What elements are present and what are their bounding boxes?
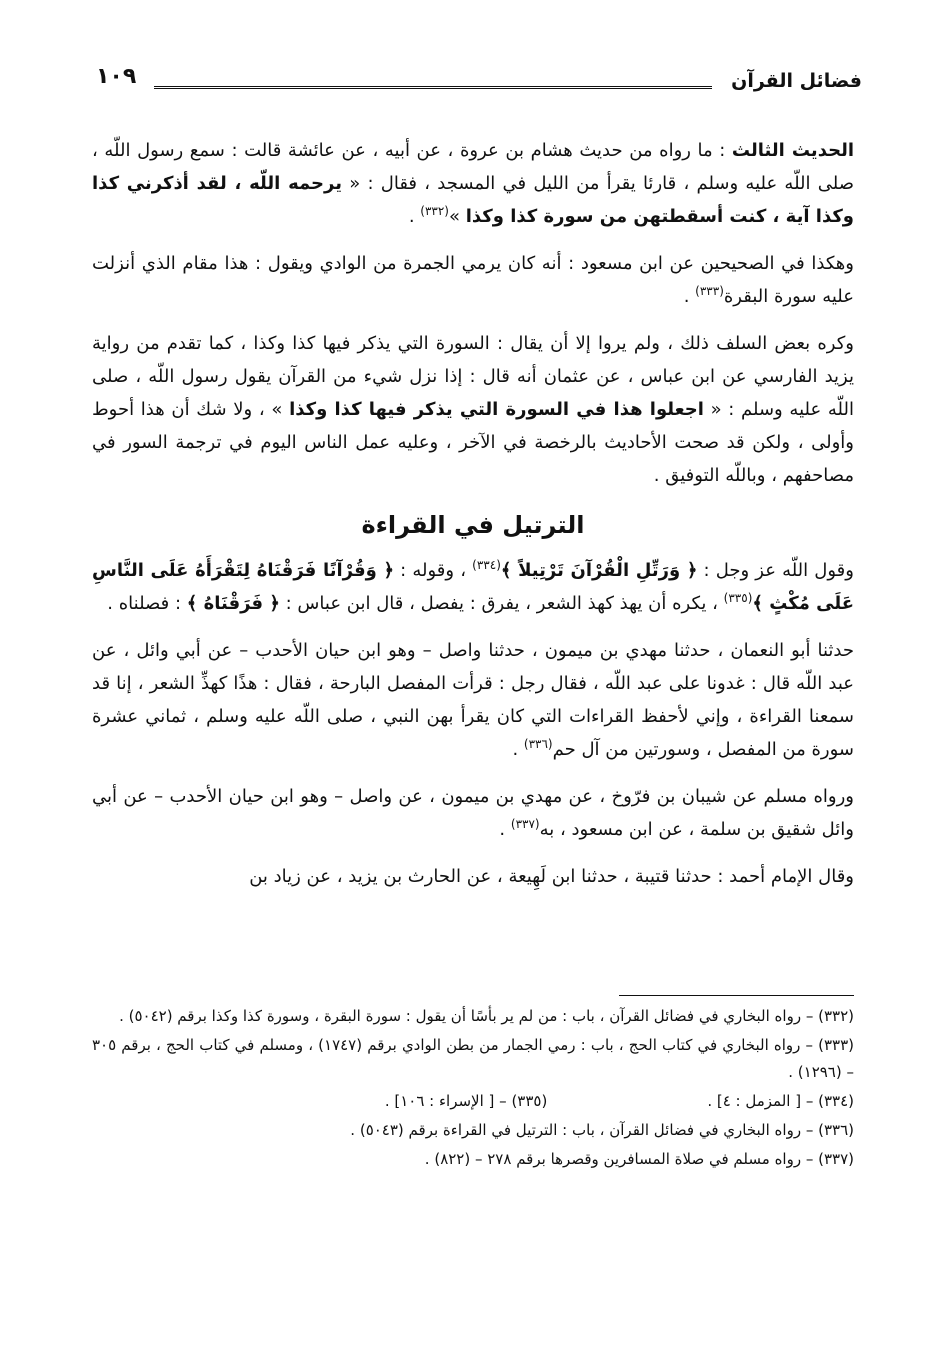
text: ورواه مسلم عن شيبان بن فرّوخ ، عن مهدي بن ميمون ، عن واصل – وهو ابن حيان الأحدب – عن أبي وائل شقيق بن سلمة ، عن ابن مسعود ، به (92, 786, 854, 840)
text: وكره بعض السلف ذلك ، ولم يروا إلا أن يقال : السورة التي يذكر فيها كذا وكذا ، كما تقدم من رواية يزيد الفارسي عن ابن عباس ، عن عثمان أنه قال : إذا نزل شيء من القرآن يقول رسول اللّه ، صلى اللّه عليه وسلم : « (92, 333, 854, 420)
footnote-335: (٣٣٥) – [ الإسراء : ١٠٦] . (384, 1092, 548, 1110)
paragraph-ahmad (92, 860, 854, 893)
page-number: ١٠٩ (96, 64, 137, 89)
hadith-lead: الحديث الثالث (731, 140, 854, 161)
footnote-ref: (٣٣٣) (695, 284, 724, 298)
footnote-ref: (٣٣٧) (510, 817, 540, 831)
header-rule (154, 86, 712, 89)
quran-verse: ﴿ وَقُرْآنًا فَرَقْنَاهُ لِتَقْرَأَهُ عَلَى النَّاسِ عَلَى مُكْثٍ ﴾ (92, 560, 854, 614)
paragraph-hadith-3 (92, 134, 854, 233)
footnote-333: (٣٣٣) – رواه البخاري في كتاب الحج ، باب : رمي الجمار من بطن الوادي برقم (١٧٤٧) ، ومسلم في كتاب الحج ، برقم ٣٠٥ – (١٢٩٦) . (92, 1036, 855, 1081)
text: : ما رواه من حديث هشام بن عروة ، عن أبيه ، عن عائشة قالت : سمع رسول اللّه ، صلى اللّه عليه وسلم ، قارئا يقرأ من الليل في المسجد ، فقال : « (92, 140, 854, 194)
footnote-334: (٣٣٤) – [ المزمل : ٤] . (707, 1092, 854, 1110)
page-header (96, 62, 862, 102)
footnote-337: (٣٣٧) – رواه مسلم في صلاة المسافرين وقصرها برقم ٢٧٨ – (٨٢٢) . (424, 1150, 854, 1168)
main-text (92, 134, 854, 907)
text: . (499, 819, 511, 840)
quran-verse: ﴿ وَرَتِّلِ الْقُرْآنَ تَرْتِيلاً ﴾ (500, 560, 698, 581)
running-title: فضائل القرآن (731, 70, 862, 92)
paragraph-muslim (92, 780, 854, 846)
footnote-ref: (٣٣٢) (420, 204, 449, 218)
quran-word: ﴿ فَرَقْنَاهُ ﴾ (186, 593, 280, 614)
hadith-quote: اجعلوا هذا في السورة التي يذكر فيها كذا وكذا (289, 399, 704, 420)
text: . (683, 286, 696, 307)
text: : فصلناه . (107, 593, 187, 614)
text: » (448, 206, 466, 227)
paragraph-ibn-masud (92, 247, 854, 313)
text: وهكذا في الصحيحين عن ابن مسعود : أنه كان يرمي الجمرة من الوادي ويقول : هذا مقام الذي أنزلت عليه سورة البقرة (92, 253, 854, 307)
text: وقال الإمام أحمد : حدثنا قتيبة ، حدثنا ابن لَهِيعة ، عن الحارث بن يزيد ، عن زياد بن (249, 866, 854, 887)
text: ، وقوله : (394, 560, 473, 581)
footnote-separator (619, 995, 854, 996)
text: . (408, 206, 421, 227)
footnote-332: (٣٣٢) – رواه البخاري في فضائل القرآن ، باب : من لم ير بأسًا أن يقول : سورة البقرة ، وسورة كذا وكذا برقم (٥٠٤٢) . (119, 1007, 854, 1025)
text: وقول اللّه عز وجل : (697, 560, 854, 581)
text: حدثنا أبو النعمان ، حدثنا مهدي بن ميمون ، حدثنا واصل – وهو ابن حيان الأحدب – عن أبي وائل ، عن عبد اللّه قال : غدونا على عبد اللّه ، فقال رجل : قرأت المفصل البارحة ، فقال : هذًا كهذِّ الشعر ، إنا قد سمعنا القراءة ، وإني لأحفظ القراءات التي كان يقرأ بهن النبي ، صلى اللّه عليه وسلم ، ثماني عشرة سورة من المفصل ، وسورتين من آل حم (92, 640, 854, 760)
footnote-ref: (٣٣٥) (723, 591, 753, 605)
footnote-row-334-335 (92, 1088, 854, 1115)
footnote-ref: (٣٣٦) (523, 737, 553, 751)
footnote-336: (٣٣٦) – رواه البخاري في فضائل القرآن ، باب : الترتيل في القراءة برقم (٥٠٤٣) . (350, 1121, 854, 1139)
text: ، يكره أن يهذ كهذ الشعر ، يفرق : يفصل ، قال ابن عباس : (279, 593, 724, 614)
footnote-ref: (٣٣٤) (472, 558, 501, 572)
paragraph-abu-numan (92, 634, 854, 766)
text: » ، ولا شك أن هذا أحوط وأولى ، ولكن قد صحت الأحاديث بالرخصة في الآخر ، وعليه عمل الناس اليوم في ترجمة السور في مصاحفهم ، وباللّه التوفيق . (92, 399, 854, 486)
paragraph-salaf (92, 327, 854, 492)
section-title: الترتيل في القراءة (361, 511, 585, 539)
hadith-quote: يرحمه اللّه ، لقد أذكرني كذا وكذا آية ، كنت أسقطتهن من سورة كذا وكذا (92, 173, 854, 227)
footnotes (92, 1003, 854, 1175)
paragraph-tartil-verses (92, 554, 854, 620)
text: . (512, 739, 524, 760)
